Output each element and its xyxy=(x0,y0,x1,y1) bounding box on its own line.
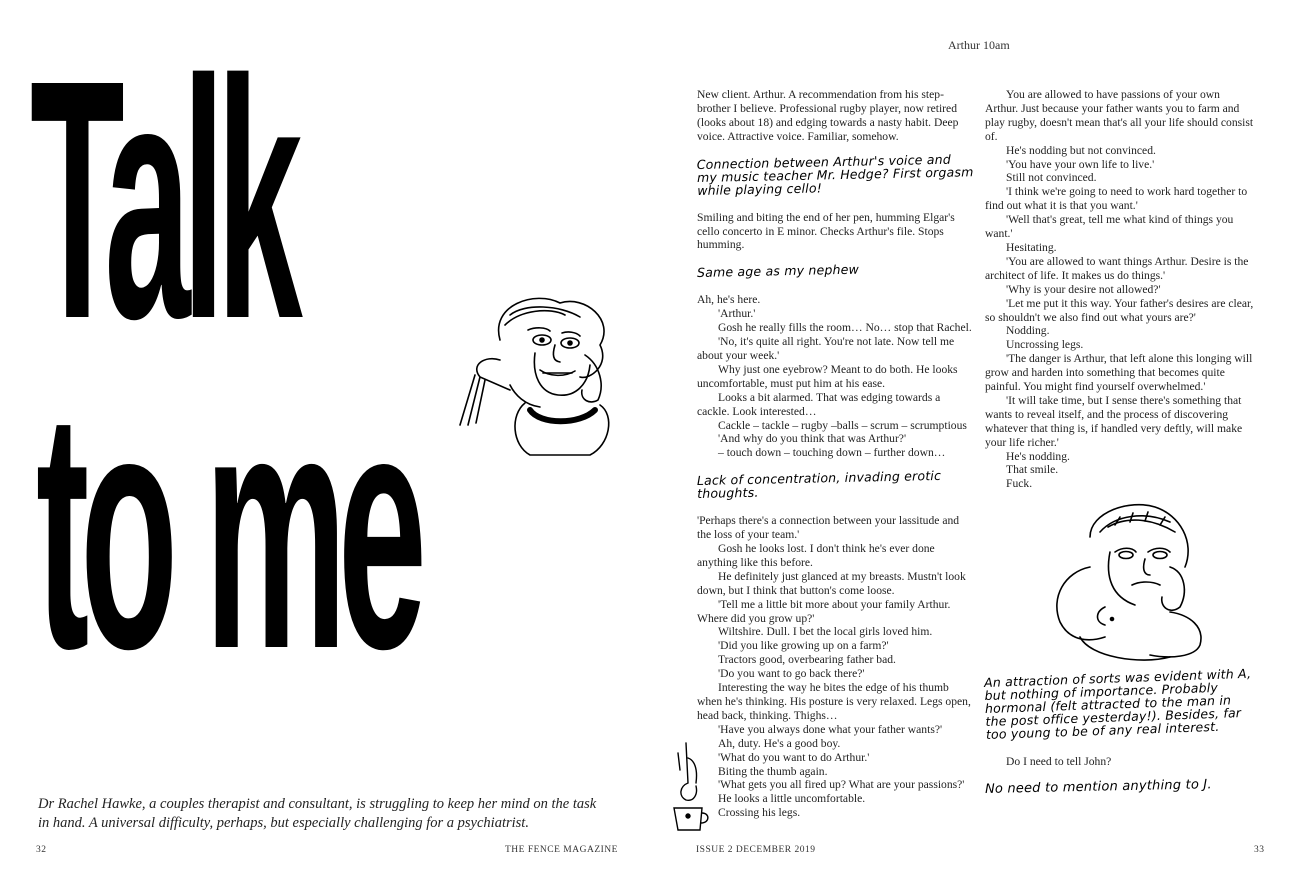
paragraph: 'Let me put it this way. Your father's desires are clear, so shouldn't we also find out what yours are?' xyxy=(985,296,1254,324)
paragraph: Ah, he's here. xyxy=(697,293,761,307)
paragraph: Tractors good, overbearing father bad. xyxy=(718,653,896,667)
paragraph: Still not convinced. xyxy=(1006,171,1097,185)
headline-line-1: Talk xyxy=(30,9,294,390)
headline-line-2: to me xyxy=(36,339,418,720)
paragraph: You are allowed to have passions of your own Arthur. Just because your father wants you to farm and play rugby, doesn't mean that's all your life should consist of. xyxy=(985,88,1254,143)
paragraph: 'Tell me a little bit more about your family Arthur. Where did you grow up?' xyxy=(697,597,951,625)
paragraph: 'And why do you think that was Arthur?' xyxy=(718,432,907,446)
spacer xyxy=(985,741,1255,755)
article-column-2 xyxy=(985,88,1255,796)
paragraph: 'Have you always done what your father wants?' xyxy=(718,722,943,736)
handwritten-final-note: No need to mention anything to J. xyxy=(984,777,1212,798)
spacer xyxy=(697,279,975,293)
paragraph: 'Arthur.' xyxy=(718,307,756,321)
paragraph: Fuck. xyxy=(1006,477,1033,491)
paragraph: 'What do you want to do Arthur.' xyxy=(718,750,870,764)
paragraph: He's nodding but not convinced. xyxy=(1006,143,1156,157)
paragraph: 'What gets you all fired up? What are your passions?' xyxy=(718,778,965,792)
paragraph: Crossing his legs. xyxy=(718,806,801,820)
article-column-1 xyxy=(697,88,975,820)
handwritten-note: Connection between Arthur's voice and my music teacher Mr. Hedge? First orgasm while playing cello! xyxy=(696,151,974,198)
paragraph: Biting the thumb again. xyxy=(718,764,828,778)
handwritten-note-attraction: An attraction of sorts was evident with A, but nothing of importance. Probably hormonal (felt attracted to the man in the post office yesterday!). Besides, far too young to be of any real interest. xyxy=(983,665,1252,743)
running-head: Arthur 10am xyxy=(948,38,1010,52)
paragraph: Cackle – tackle – rugby –balls – scrum – scrumptious xyxy=(718,418,967,432)
paragraph: Hesitating. xyxy=(1006,240,1057,254)
woman-sketch-illustration xyxy=(440,285,620,465)
paragraph: 'It will take time, but I sense there's something that wants to reveal itself, and the process of discovering whatever that thing is, if handled very deftly, will make your life richer.' xyxy=(985,393,1243,449)
magazine-name: THE FENCE MAGAZINE xyxy=(505,845,618,855)
paragraph: That smile. xyxy=(1006,463,1059,477)
page-number-right: 33 xyxy=(1254,845,1265,855)
paragraph: Gosh he looks lost. I don't think he's ever done anything like this before. xyxy=(697,542,935,569)
paragraph: New client. Arthur. A recommendation from his step-brother I believe. Professional rugby player, now retired (looks about 18) and edging towards a nasty habit. Deep voice. Attractive voice. Familiar, somehow. xyxy=(697,88,959,143)
hand-thumb-cup-illustration xyxy=(668,738,716,833)
paragraph: 'I think we're going to need to work hard together to find out what it is that you want.' xyxy=(985,185,1248,213)
paragraph: 'No, it's quite all right. You're not late. Now tell me about your week.' xyxy=(697,335,955,362)
paragraph: He definitely just glanced at my breasts. Mustn't look down, but I think that button's come loose. xyxy=(697,569,966,597)
paragraph: 'Did you like growing up on a farm?' xyxy=(718,639,889,653)
paragraph: Interesting the way he bites the edge of his thumb when he's thinking. His posture is very relaxed. Legs open, head back, thinking. Thighs… xyxy=(697,681,971,722)
paragraph: 'Do you want to go back there?' xyxy=(718,667,865,681)
handwritten-note: Lack of concentration, invading erotic thoughts. xyxy=(696,468,942,502)
paragraph: 'You have your own life to live.' xyxy=(1006,157,1155,171)
paragraph: Why just one eyebrow? Meant to do both. He looks uncomfortable, must put him at his ease. xyxy=(697,362,958,390)
paragraph: Looks a bit alarmed. That was edging towards a cackle. Look interested… xyxy=(697,390,941,418)
paragraph: 'Why is your desire not allowed?' xyxy=(1006,282,1161,296)
paragraph: Gosh he really fills the room… No… stop that Rachel. xyxy=(718,321,972,335)
page-number-left: 32 xyxy=(36,845,47,855)
paragraph: 'Perhaps there's a connection between your lassitude and the loss of your team.' xyxy=(697,514,960,542)
spacer xyxy=(697,500,975,514)
paragraph: He's nodding. xyxy=(1006,449,1070,463)
paragraph: Uncrossing legs. xyxy=(1006,338,1084,352)
paragraph: Wiltshire. Dull. I bet the local girls loved him. xyxy=(718,625,933,639)
paragraph: 'The danger is Arthur, that left alone this longing will grow and harden into something that becomes quite painful. You might find yourself overwhelmed.' xyxy=(985,352,1253,394)
paragraph: Smiling and biting the end of her pen, humming Elgar's cello concerto in E minor. Checks Arthur's file. Stops humming. xyxy=(697,210,955,252)
paragraph: – touch down – touching down – further down… xyxy=(718,446,946,460)
issue-date: ISSUE 2 DECEMBER 2019 xyxy=(696,845,816,855)
paragraph: Nodding. xyxy=(1006,324,1050,338)
paragraph: Ah, duty. He's a good boy. xyxy=(718,736,841,750)
question-line: Do I need to tell John? xyxy=(1006,755,1112,769)
paragraph: 'You are allowed to want things Arthur. Desire is the architect of life. It makes us do things.' xyxy=(985,254,1249,282)
standfirst: Dr Rachel Hawke, a couples therapist and consultant, is struggling to keep her mind on the task in hand. A universal difficulty, perhaps, but especially challenging for a psychiatrist. xyxy=(38,796,597,831)
paragraph: 'Well that's great, tell me what kind of things you want.' xyxy=(985,213,1234,241)
handwritten-note: Same age as my nephew xyxy=(696,261,860,281)
spacer xyxy=(697,197,975,211)
woman-thinking-illustration xyxy=(1020,497,1210,672)
paragraph: He looks a little uncomfortable. xyxy=(718,792,866,806)
